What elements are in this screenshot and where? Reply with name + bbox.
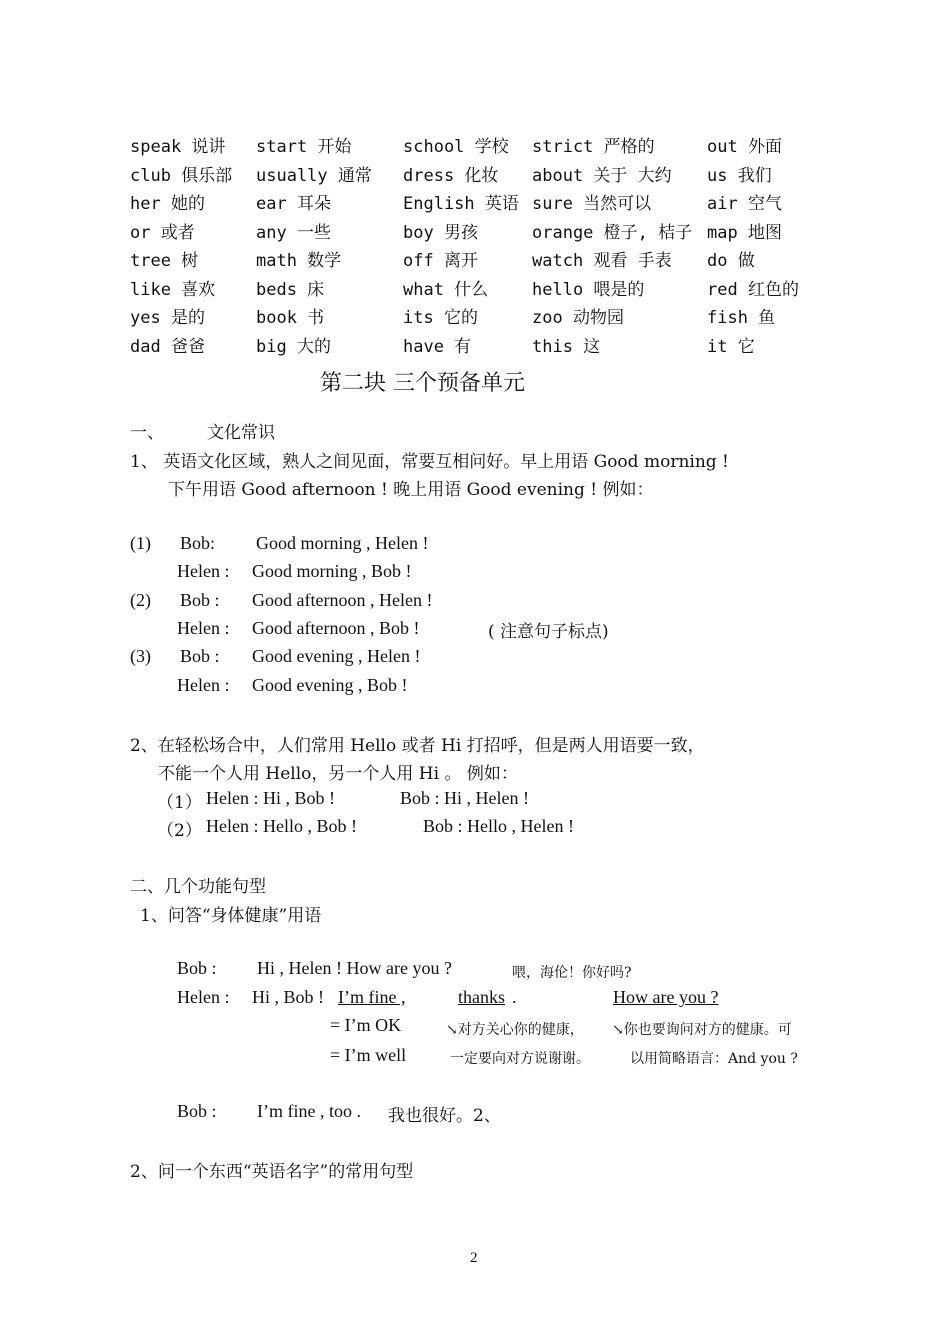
example-2-helen: Helen : Hello , Bob ! bbox=[206, 816, 357, 836]
note-thanks-line-2: 一定要向对方说谢谢。 bbox=[450, 1051, 590, 1067]
vocab-entry: or 或者 bbox=[130, 222, 195, 243]
vocab-entry: red 红色的 bbox=[707, 279, 799, 300]
vocab-entry: dress 化妆 bbox=[403, 165, 499, 186]
vocab-entry: have 有 bbox=[403, 336, 472, 357]
vocab-entry: her 她的 bbox=[130, 194, 205, 214]
answer-thanks-period: . bbox=[512, 987, 517, 1007]
vocab-entry: orange 橙子, 桔子 bbox=[532, 222, 693, 243]
note-thanks-line-1: ↘对方关心你的健康， bbox=[446, 1022, 584, 1038]
dialog-bob2-speaker: Bob : bbox=[177, 1101, 217, 1121]
vocab-entry: what 什么 bbox=[403, 279, 489, 300]
vocab-entry: big 大的 bbox=[256, 336, 331, 357]
example-1-helen: Helen : Hi , Bob ! bbox=[206, 788, 335, 808]
vocab-entry: yes 是的 bbox=[130, 308, 205, 328]
vocab-entry: fish 鱼 bbox=[707, 308, 776, 328]
vocab-entry: about 关于 大约 bbox=[532, 165, 672, 186]
vocab-entry: hello 喂是的 bbox=[532, 279, 645, 300]
vocab-entry: usually 通常 bbox=[256, 165, 372, 186]
vocab-entry: book 书 bbox=[256, 308, 325, 328]
dialog-text: Good morning , Helen ! bbox=[256, 533, 429, 553]
vocab-entry: it 它 bbox=[707, 336, 755, 357]
dialog-speaker: Helen : bbox=[177, 561, 230, 582]
dialog-bob-translation: 喂，海伦！你好吗? bbox=[512, 965, 632, 981]
vocab-entry: do 做 bbox=[707, 251, 755, 271]
answer-thanks: thanks bbox=[458, 987, 505, 1007]
paragraph-1-line-1: 1、 英语文化区域，熟人之间见面，常要互相问好。早上用语 Good morning ! bbox=[130, 452, 729, 472]
dialog-helen-line: Hi , Bob ! bbox=[252, 987, 324, 1007]
dialog-number: (2) bbox=[130, 589, 151, 610]
vocab-entry: us 我们 bbox=[707, 165, 772, 186]
vocab-entry: ear 耳朵 bbox=[256, 194, 331, 214]
vocab-entry: zoo 动物园 bbox=[532, 308, 624, 328]
alternative-im-ok: = I’m OK bbox=[330, 1015, 402, 1035]
dialog-text: Good morning , Bob ! bbox=[252, 561, 412, 582]
paragraph-1-line-2: 下午用语 Good afternoon ! 晚上用语 Good evening ! 例如： bbox=[168, 480, 654, 500]
punctuation-note: ( 注意句子标点) bbox=[488, 622, 609, 642]
example-2-bob: Bob : Hello , Helen ! bbox=[423, 816, 574, 836]
example-1-number: （1） bbox=[157, 793, 202, 813]
vocab-entry: beds 床 bbox=[256, 279, 325, 300]
vocab-entry: English 英语 bbox=[403, 194, 519, 214]
vocab-entry: school 学校 bbox=[403, 137, 509, 157]
vocab-entry: dad 爸爸 bbox=[130, 336, 205, 357]
paragraph-2-line-1: 2、在轻松场合中，人们常用 Hello 或者 Hi 打招呼，但是两人用语要一致， bbox=[130, 736, 705, 756]
dialog-speaker: Helen : bbox=[177, 674, 230, 695]
vocab-entry: speak 说讲 bbox=[130, 137, 226, 157]
dialog-bob-line: Hi , Helen ! How are you ? bbox=[257, 958, 452, 978]
part2-subheading-1: 1、问答“身体健康”用语 bbox=[140, 906, 322, 926]
example-2-number: （2） bbox=[157, 821, 202, 841]
vocab-entry: its 它的 bbox=[403, 308, 478, 328]
dialog-speaker: Bob : bbox=[180, 646, 220, 667]
dialog-speaker: Bob: bbox=[180, 533, 216, 553]
example-1-bob: Bob : Hi , Helen ! bbox=[400, 788, 529, 808]
alternative-im-well: = I’m well bbox=[330, 1045, 407, 1065]
vocab-entry: boy 男孩 bbox=[403, 222, 478, 243]
vocab-entry: like 喜欢 bbox=[130, 279, 216, 300]
answer-how-are-you: How are you ? bbox=[613, 987, 719, 1007]
part1-heading: 文化常识 bbox=[207, 423, 275, 443]
note-ask-back-line-1: ↘你也要询问对方的健康。可 bbox=[612, 1022, 792, 1038]
page-number: 2 bbox=[470, 1250, 478, 1266]
section-title: 第二块 三个预备单元 bbox=[320, 371, 525, 396]
answer-im-fine: I’m fine , bbox=[338, 987, 406, 1007]
vocab-entry: off 离开 bbox=[403, 251, 478, 271]
dialog-helen-speaker: Helen : bbox=[177, 987, 230, 1007]
dialog-speaker: Bob : bbox=[180, 589, 220, 610]
dialog-text: Good evening , Bob ! bbox=[252, 674, 408, 695]
part2-subheading-2: 2、问一个东西“英语名字”的常用句型 bbox=[130, 1162, 414, 1182]
vocab-entry: watch 观看 手表 bbox=[532, 251, 672, 271]
vocab-entry: any 一些 bbox=[256, 222, 331, 243]
dialog-bob2-line: I’m fine , too . bbox=[257, 1101, 361, 1121]
dialog-bob2-translation: 我也很好。2、 bbox=[388, 1106, 501, 1126]
part1-heading-number: 一、 bbox=[130, 423, 164, 443]
dialog-number: (3) bbox=[130, 646, 151, 667]
vocab-entry: sure 当然可以 bbox=[532, 194, 652, 214]
dialog-text: Good evening , Helen ! bbox=[252, 646, 421, 667]
vocab-entry: club 俱乐部 bbox=[130, 165, 233, 186]
dialog-text: Good afternoon , Helen ! bbox=[252, 589, 433, 610]
dialog-number: (1) bbox=[130, 533, 151, 553]
vocab-entry: out 外面 bbox=[707, 137, 782, 157]
note-ask-back-line-2: 以用简略语言：And you ? bbox=[630, 1051, 798, 1067]
vocab-entry: tree 树 bbox=[130, 251, 199, 271]
vocab-entry: math 数学 bbox=[256, 251, 342, 271]
part2-heading: 二、几个功能句型 bbox=[130, 877, 266, 897]
vocab-entry: strict 严格的 bbox=[532, 137, 655, 157]
dialog-bob-speaker: Bob : bbox=[177, 958, 217, 978]
vocab-entry: this 这 bbox=[532, 336, 601, 357]
vocab-entry: air 空气 bbox=[707, 194, 782, 214]
vocab-entry: start 开始 bbox=[256, 137, 352, 157]
paragraph-2-line-2: 不能一个人用 Hello，另一个人用 Hi 。 例如： bbox=[158, 764, 518, 784]
dialog-text: Good afternoon , Bob ! bbox=[252, 617, 420, 638]
dialog-speaker: Helen : bbox=[177, 617, 230, 638]
vocab-entry: map 地图 bbox=[707, 222, 782, 243]
